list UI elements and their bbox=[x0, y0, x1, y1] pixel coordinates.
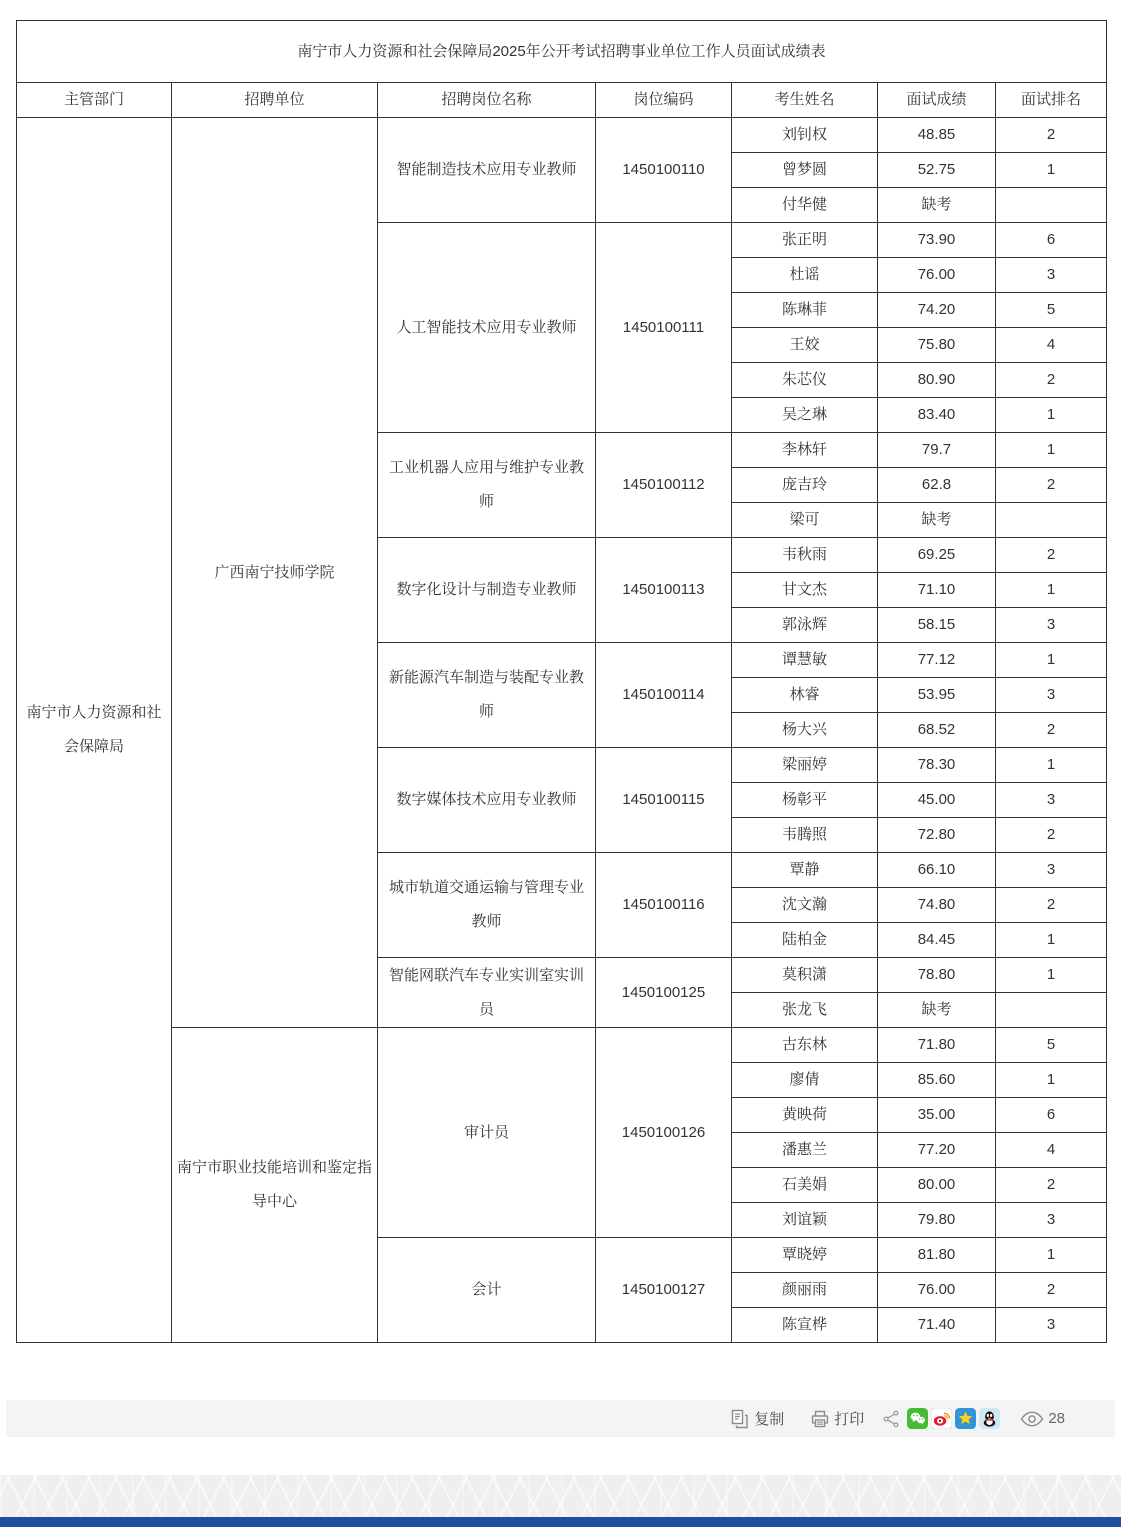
candidate-name-cell: 古东林 bbox=[732, 1028, 878, 1063]
score-cell: 69.25 bbox=[878, 538, 996, 573]
copy-button[interactable] bbox=[730, 1408, 784, 1429]
rank-cell: 1 bbox=[996, 923, 1107, 958]
candidate-name-cell: 林睿 bbox=[732, 678, 878, 713]
score-cell: 缺考 bbox=[878, 188, 996, 223]
position-code-cell: 1450100111 bbox=[596, 223, 732, 433]
rank-cell: 3 bbox=[996, 608, 1107, 643]
header-interview-score: 面试成绩 bbox=[878, 83, 996, 118]
candidate-name-cell: 李林轩 bbox=[732, 433, 878, 468]
score-cell: 76.00 bbox=[878, 258, 996, 293]
candidate-name-cell: 黄映荷 bbox=[732, 1098, 878, 1133]
position-name-cell: 人工智能技术应用专业教师 bbox=[378, 223, 596, 433]
position-name-cell: 智能制造技术应用专业教师 bbox=[378, 118, 596, 223]
candidate-name-cell: 韦秋雨 bbox=[732, 538, 878, 573]
candidate-name-cell: 梁丽婷 bbox=[732, 748, 878, 783]
table-header-row bbox=[17, 83, 1107, 118]
candidate-name-cell: 庞吉玲 bbox=[732, 468, 878, 503]
table-title: 南宁市人力资源和社会保障局2025年公开考试招聘事业单位工作人员面试成绩表 bbox=[17, 21, 1107, 83]
score-cell: 85.60 bbox=[878, 1063, 996, 1098]
rank-cell: 6 bbox=[996, 223, 1107, 258]
candidate-name-cell: 莫积潇 bbox=[732, 958, 878, 993]
print-label: 打印 bbox=[834, 1411, 865, 1428]
score-cell: 66.10 bbox=[878, 853, 996, 888]
rank-cell: 1 bbox=[996, 1238, 1107, 1273]
score-cell: 48.85 bbox=[878, 118, 996, 153]
rank-cell: 2 bbox=[996, 363, 1107, 398]
rank-cell: 2 bbox=[996, 713, 1107, 748]
rank-cell: 1 bbox=[996, 573, 1107, 608]
footer-blue-band bbox=[0, 1517, 1121, 1527]
score-cell: 58.15 bbox=[878, 608, 996, 643]
table-row bbox=[17, 118, 1107, 153]
rank-cell: 3 bbox=[996, 678, 1107, 713]
score-cell: 71.10 bbox=[878, 573, 996, 608]
qq-share-icon[interactable] bbox=[979, 1408, 1000, 1429]
rank-cell: 2 bbox=[996, 118, 1107, 153]
unit-cell: 南宁市职业技能培训和鉴定指导中心 bbox=[172, 1028, 378, 1343]
score-cell: 78.30 bbox=[878, 748, 996, 783]
candidate-name-cell: 覃静 bbox=[732, 853, 878, 888]
score-cell: 80.90 bbox=[878, 363, 996, 398]
score-cell: 72.80 bbox=[878, 818, 996, 853]
view-count-value: 28 bbox=[1048, 1410, 1065, 1427]
position-name-cell: 智能网联汽车专业实训室实训员 bbox=[378, 958, 596, 1028]
candidate-name-cell: 杜谣 bbox=[732, 258, 878, 293]
candidate-name-cell: 杨大兴 bbox=[732, 713, 878, 748]
print-button[interactable] bbox=[810, 1408, 864, 1429]
score-cell: 缺考 bbox=[878, 503, 996, 538]
rank-cell: 3 bbox=[996, 783, 1107, 818]
header-unit: 招聘单位 bbox=[172, 83, 378, 118]
candidate-name-cell: 沈文瀚 bbox=[732, 888, 878, 923]
department-cell: 南宁市人力资源和社会保障局 bbox=[17, 118, 172, 1343]
rank-cell: 3 bbox=[996, 258, 1107, 293]
footer-pattern-band bbox=[0, 1475, 1121, 1517]
header-position-code: 岗位编码 bbox=[596, 83, 732, 118]
score-cell: 84.45 bbox=[878, 923, 996, 958]
rank-cell: 1 bbox=[996, 748, 1107, 783]
position-name-cell: 会计 bbox=[378, 1238, 596, 1343]
table-title-row bbox=[17, 21, 1107, 83]
position-name-cell: 城市轨道交通运输与管理专业教师 bbox=[378, 853, 596, 958]
position-name-cell: 新能源汽车制造与装配专业教师 bbox=[378, 643, 596, 748]
header-department: 主管部门 bbox=[17, 83, 172, 118]
score-cell: 80.00 bbox=[878, 1168, 996, 1203]
rank-cell: 2 bbox=[996, 818, 1107, 853]
candidate-name-cell: 曾梦圆 bbox=[732, 153, 878, 188]
position-code-cell: 1450100115 bbox=[596, 748, 732, 853]
eye-icon bbox=[1020, 1411, 1044, 1427]
rank-cell bbox=[996, 993, 1107, 1028]
candidate-name-cell: 付华健 bbox=[732, 188, 878, 223]
score-cell: 35.00 bbox=[878, 1098, 996, 1133]
candidate-name-cell: 郭泳辉 bbox=[732, 608, 878, 643]
position-name-cell: 工业机器人应用与维护专业教师 bbox=[378, 433, 596, 538]
qzone-share-icon[interactable] bbox=[955, 1408, 976, 1429]
score-cell: 62.8 bbox=[878, 468, 996, 503]
candidate-name-cell: 覃晓婷 bbox=[732, 1238, 878, 1273]
rank-cell: 1 bbox=[996, 643, 1107, 678]
unit-cell: 广西南宁技师学院 bbox=[172, 118, 378, 1028]
candidate-name-cell: 陈宣桦 bbox=[732, 1308, 878, 1343]
rank-cell bbox=[996, 188, 1107, 223]
score-cell: 77.20 bbox=[878, 1133, 996, 1168]
candidate-name-cell: 颜丽雨 bbox=[732, 1273, 878, 1308]
share-nodes-icon[interactable] bbox=[882, 1410, 900, 1428]
position-name-cell: 审计员 bbox=[378, 1028, 596, 1238]
candidate-name-cell: 朱芯仪 bbox=[732, 363, 878, 398]
score-cell: 52.75 bbox=[878, 153, 996, 188]
interview-score-table bbox=[16, 20, 1107, 1343]
candidate-name-cell: 陆柏金 bbox=[732, 923, 878, 958]
rank-cell: 1 bbox=[996, 398, 1107, 433]
score-cell: 45.00 bbox=[878, 783, 996, 818]
print-icon bbox=[810, 1409, 830, 1429]
rank-cell: 1 bbox=[996, 153, 1107, 188]
header-interview-rank: 面试排名 bbox=[996, 83, 1107, 118]
candidate-name-cell: 廖倩 bbox=[732, 1063, 878, 1098]
score-cell: 缺考 bbox=[878, 993, 996, 1028]
position-name-cell: 数字媒体技术应用专业教师 bbox=[378, 748, 596, 853]
score-cell: 83.40 bbox=[878, 398, 996, 433]
rank-cell: 2 bbox=[996, 1168, 1107, 1203]
copy-label: 复制 bbox=[754, 1411, 785, 1428]
score-cell: 74.80 bbox=[878, 888, 996, 923]
rank-cell bbox=[996, 503, 1107, 538]
rank-cell: 1 bbox=[996, 433, 1107, 468]
score-cell: 76.00 bbox=[878, 1273, 996, 1308]
score-cell: 74.20 bbox=[878, 293, 996, 328]
score-cell: 71.40 bbox=[878, 1308, 996, 1343]
rank-cell: 2 bbox=[996, 538, 1107, 573]
rank-cell: 6 bbox=[996, 1098, 1107, 1133]
score-cell: 78.80 bbox=[878, 958, 996, 993]
rank-cell: 5 bbox=[996, 1028, 1107, 1063]
candidate-name-cell: 王姣 bbox=[732, 328, 878, 363]
score-cell: 79.7 bbox=[878, 433, 996, 468]
position-code-cell: 1450100127 bbox=[596, 1238, 732, 1343]
candidate-name-cell: 吴之琳 bbox=[732, 398, 878, 433]
score-cell: 81.80 bbox=[878, 1238, 996, 1273]
rank-cell: 3 bbox=[996, 1308, 1107, 1343]
weibo-share-icon[interactable] bbox=[931, 1408, 952, 1429]
position-code-cell: 1450100126 bbox=[596, 1028, 732, 1238]
position-code-cell: 1450100125 bbox=[596, 958, 732, 1028]
rank-cell: 2 bbox=[996, 1273, 1107, 1308]
rank-cell: 2 bbox=[996, 888, 1107, 923]
position-name-cell: 数字化设计与制造专业教师 bbox=[378, 538, 596, 643]
score-cell: 53.95 bbox=[878, 678, 996, 713]
view-count bbox=[1020, 1410, 1065, 1427]
candidate-name-cell: 谭慧敏 bbox=[732, 643, 878, 678]
candidate-name-cell: 杨彰平 bbox=[732, 783, 878, 818]
position-code-cell: 1450100114 bbox=[596, 643, 732, 748]
candidate-name-cell: 张正明 bbox=[732, 223, 878, 258]
candidate-name-cell: 陈琳菲 bbox=[732, 293, 878, 328]
position-code-cell: 1450100112 bbox=[596, 433, 732, 538]
table-body bbox=[17, 118, 1107, 1343]
score-cell: 75.80 bbox=[878, 328, 996, 363]
candidate-name-cell: 梁可 bbox=[732, 503, 878, 538]
rank-cell: 5 bbox=[996, 293, 1107, 328]
candidate-name-cell: 甘文杰 bbox=[732, 573, 878, 608]
copy-icon bbox=[730, 1409, 750, 1429]
rank-cell: 3 bbox=[996, 1203, 1107, 1238]
header-candidate-name: 考生姓名 bbox=[732, 83, 878, 118]
bottom-toolbar bbox=[6, 1400, 1115, 1437]
candidate-name-cell: 刘钊权 bbox=[732, 118, 878, 153]
candidate-name-cell: 刘谊颖 bbox=[732, 1203, 878, 1238]
rank-cell: 3 bbox=[996, 853, 1107, 888]
position-code-cell: 1450100113 bbox=[596, 538, 732, 643]
score-cell: 71.80 bbox=[878, 1028, 996, 1063]
table-row bbox=[17, 1028, 1107, 1063]
score-cell: 77.12 bbox=[878, 643, 996, 678]
rank-cell: 4 bbox=[996, 1133, 1107, 1168]
candidate-name-cell: 潘惠兰 bbox=[732, 1133, 878, 1168]
score-cell: 73.90 bbox=[878, 223, 996, 258]
wechat-share-icon[interactable] bbox=[907, 1408, 928, 1429]
rank-cell: 2 bbox=[996, 468, 1107, 503]
position-code-cell: 1450100116 bbox=[596, 853, 732, 958]
rank-cell: 4 bbox=[996, 328, 1107, 363]
score-cell: 68.52 bbox=[878, 713, 996, 748]
candidate-name-cell: 石美娟 bbox=[732, 1168, 878, 1203]
rank-cell: 1 bbox=[996, 958, 1107, 993]
candidate-name-cell: 韦腾照 bbox=[732, 818, 878, 853]
position-code-cell: 1450100110 bbox=[596, 118, 732, 223]
candidate-name-cell: 张龙飞 bbox=[732, 993, 878, 1028]
header-position-name: 招聘岗位名称 bbox=[378, 83, 596, 118]
rank-cell: 1 bbox=[996, 1063, 1107, 1098]
score-cell: 79.80 bbox=[878, 1203, 996, 1238]
